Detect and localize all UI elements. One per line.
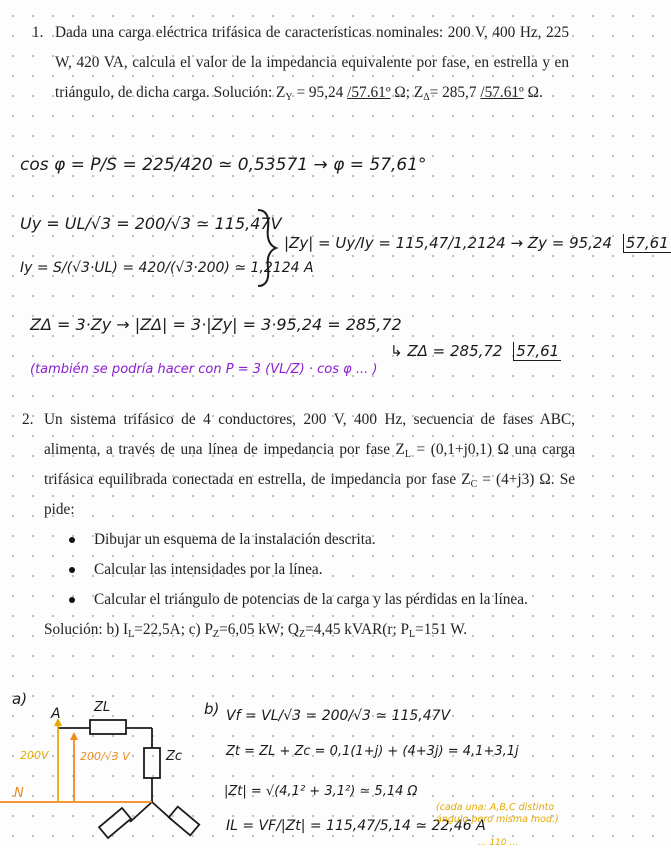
problem-2-number: 2. [22, 411, 34, 428]
zy-angle: 57,61 [625, 234, 669, 252]
alternative-method-note: (también se podría hacer con P = 3 (VL/Z) · cos φ ... ) [30, 362, 378, 377]
zt-modulus-line: |Zt| = √(4,1² + 3,1²) ≃ 5,14 Ω [224, 784, 418, 799]
vf-line: Vf = VL/√3 = 200/√3 ≃ 115,47V [226, 708, 451, 724]
problem-2-text: Un sistema trifásico de 4 conductores, 200 V, 400 Hz, secuencia de fases ABC, alimenta, a través de una línea de impedancia por fase $Z_L = (0,1+j0,1)$ Ω una carga trifásica equilibrada conectada en estrella, de impedancia por fase $Z_C = (4+j3)$ Ω. Se pide: [44, 411, 575, 518]
right-brace-icon [254, 208, 280, 288]
list-item: Calcular las intensidades por la línea. [44, 555, 574, 585]
uy-line: Uy = UL/√3 = 200/√3 ≃ 115,47V [20, 214, 282, 233]
zd-line: ZΔ = 3·Zy → |ZΔ| = 3·|Zy| = 3·95,24 = 285,72 [30, 315, 402, 334]
zt-line: Zt = ZL + Zc = 0,1(1+j) + (4+3j) = 4,1+3,1j [226, 744, 519, 759]
node-n-label: N [14, 786, 24, 801]
phase-note: (cada una: A,B,C distinto ángulo pero misma mod.) [436, 802, 559, 825]
phase-voltage-label: 200/√3 V [80, 750, 130, 763]
node-a-label: A [51, 706, 61, 722]
zd-result-line: ↳ ZΔ = 285,72 57,61 [390, 342, 560, 360]
cos-phi-line: cos φ = P/S = 225/420 ≃ 0,53571 → φ = 57,61° [20, 155, 427, 175]
part-a-label: a) [12, 690, 28, 708]
partial-bottom-text: ... 110 ... [478, 838, 519, 848]
zc-label: Zc [166, 749, 183, 764]
iy-line: Iy = S/(√3·UL) = 420/(√3·200) ≃ 1,2124 A [20, 260, 314, 276]
part-b-label: b) [204, 700, 220, 718]
list-item: Calcular el triángulo de potencias de la carga y las pérdidas en la línea. [44, 585, 574, 615]
il-line: IL = VF/|Zt| = 115,47/5,14 ≃ 22,46 A [226, 818, 486, 834]
problem-1-text: Dada una carga eléctrica trifásica de características nominales: 200 V, 400 Hz, 225 W, 420 VA, calcula el valor de la impedancia equivalente por fase, en estrella y en triángulo, de dicha carga. Solución: $Z_Y = 95,24$ /57.61º Ω; $Z_\Delta= 285,7$ /57.61º Ω. [55, 24, 569, 103]
problem-2-solution: Solución: b) $I_L=22,5A$; c) $P_Z=6,05$ kW; $Q_Z=4,45$ kVAR(r; $P_L=151$ W. [44, 621, 468, 640]
zd-angle: 57,61 [516, 342, 560, 360]
voltage-200-label: 200V [20, 749, 49, 762]
problem-1-number: 1. [32, 24, 44, 41]
list-item: Dibujar un esquema de la instalación descrita. [44, 525, 574, 555]
problem-2-requests [44, 525, 574, 615]
zy-magnitude-line: |Zy| = Uy/Iy = 115,47/1,2124 → Zy = 95,24 57,61 [284, 234, 669, 252]
zl-label: ZL [94, 700, 111, 715]
circuit-diagram [0, 690, 230, 848]
